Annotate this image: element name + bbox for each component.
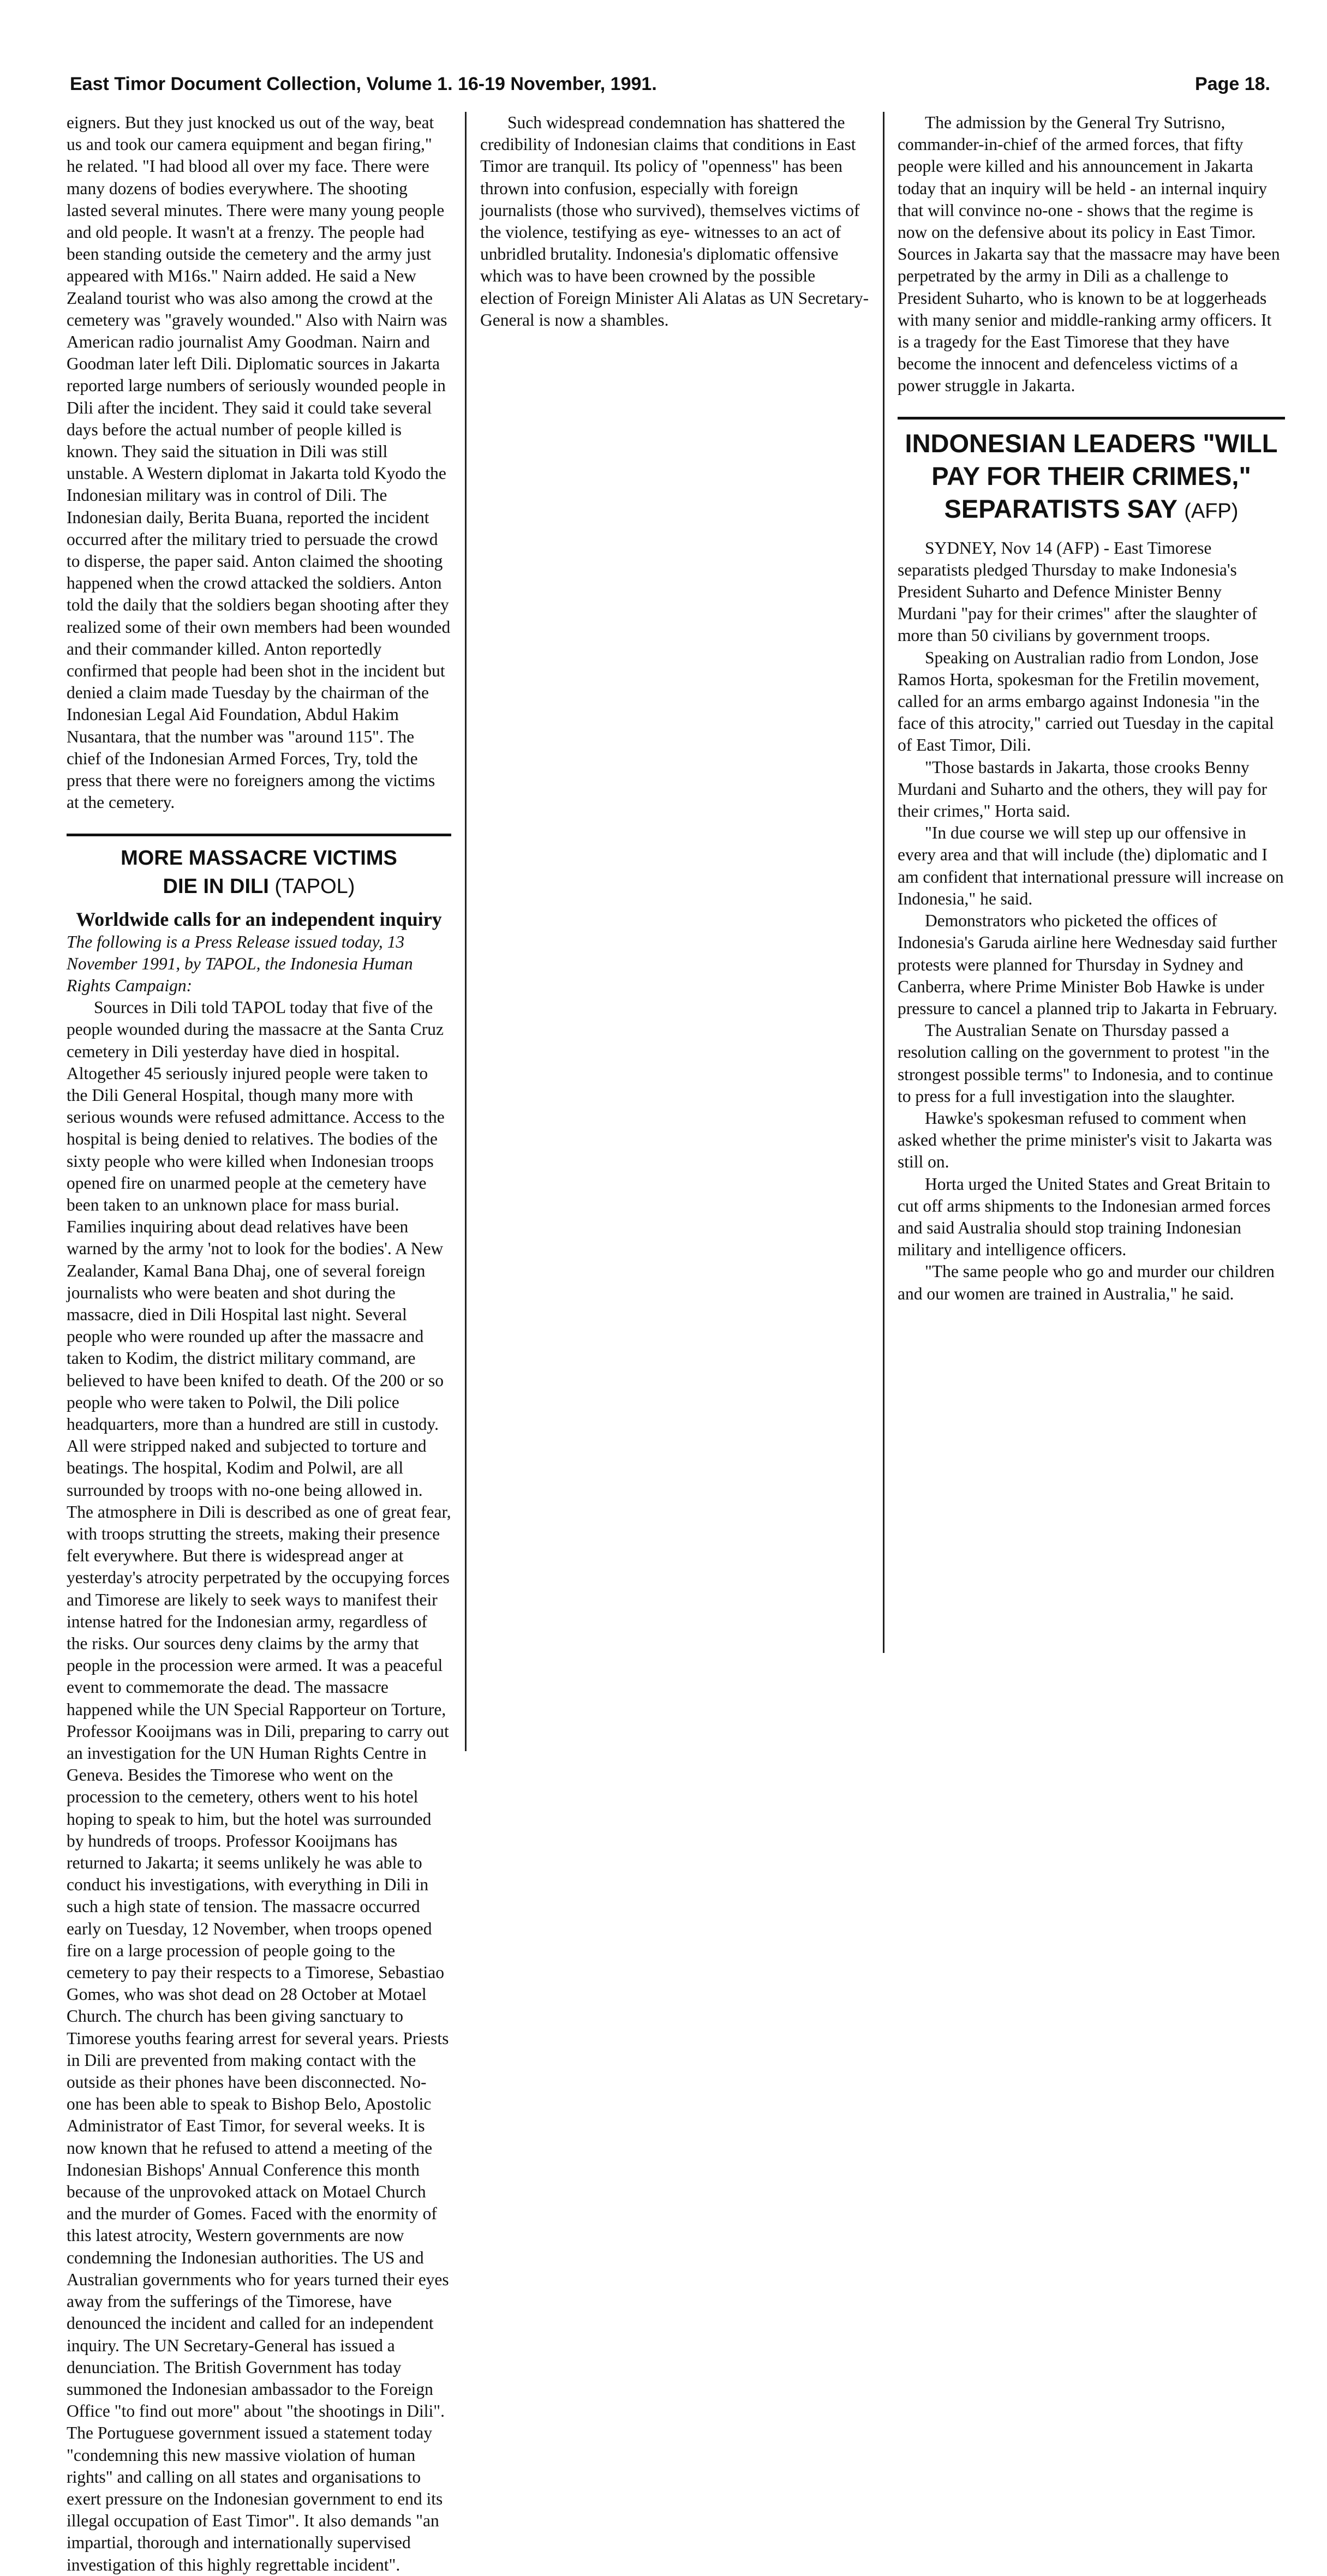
section-divider — [67, 834, 451, 836]
column-3 — [898, 112, 1285, 1305]
page-header — [70, 68, 1270, 100]
article-paragraph: Demonstrators who picketed the offices of Indonesia's Garuda airline here Wednesday said further protests were planned for Thursday in Sydney and Canberra, where Prime Minister Bob Hawke is under pressure to cancel a planned trip to Jakarta in February. — [898, 911, 1277, 1018]
article-paragraph: "Those bastards in Jakarta, those crooks Benny Murdani and Suharto and the others, they will pay for their crimes," Horta said. — [898, 757, 1268, 821]
article-paragraph: The admission by the General Try Sutrisno, commander-in-chief of the armed forces, that fifty people were killed and his announcement in Jakarta today that an inquiry will be held - an internal inquiry that will convince no-one - shows that the regime is now on the defensive about its policy in East Timor. Sources in Jakarta say that the massacre may have been perpetrated by the army in Dili as a challenge to President Suharto, who is known to be at loggerheads with many senior and middle-ranking army officers. It is a tragedy for the East Timorese that they have become the innocent and defenceless victims of a power struggle in Jakarta. — [898, 113, 1280, 396]
article-continued-text: eigners. But they just knocked us out of the way, beat us and took our camera equipment and began firing," he related. "I had blood all over my face. There were many dozens of bodies everywhere. The shooting lasted several minutes. There were many young people and old people. It wasn't at a frenzy. The people had been standing outside the cemetery and the army just appeared with M16s." Nairn added. He said a New Zealand tourist who was also among the crowd at the cemetery was "gravely wounded." Also with Nairn was American radio journalist Amy Goodman. Nairn and Goodman later left Dili. Diplomatic sources in Jakarta reported large numbers of seriously wounded people in Dili after the incident. They said it could take several days before the actual number of people killed is known. They said the situation in Dili was still unstable. A Western diplomat in Jakarta told Kyodo the Indonesian military was in control of Dili. The Indonesian daily, Berita Buana, reported the incident occurred after the military tried to persuade the crowd to disperse, the paper said. Anton claimed the shooting happened when the crowd attacked the soldiers. Anton told the daily that the soldiers began shooting after they realized some of their own members had been wounded and their commander killed. Anton reportedly confirmed that people had been shot in the incident but denied a claim made Tuesday by the chairman of the Indonesian Legal Aid Foundation, Abdul Hakim Nusantara, that the number was "around 115". The chief of the Indonesian Armed Forces, Try, told the press that there were no foreigners among the victims at the cemetery. — [67, 113, 451, 812]
headline-line: MORE MASSACRE VICTIMS — [121, 846, 397, 870]
article-headline — [898, 427, 1285, 528]
article-paragraph: Such widespread condemnation has shattered the credibility of Indonesian claims that conditions in East Timor are tranquil. Its policy of "openness" has been thrown into confusion, especially with foreign journalists (those who survived), themselves victims of the violence, testifying as eye- witnesses to an act of unbridled brutality. Indonesia's diplomatic offensive which was to have been crowned by the possible election of Foreign Minister Ali Alatas as UN Secretary-General is now a shambles. — [480, 113, 869, 330]
article-paragraph: Horta urged the United States and Great Britain to cut off arms shipments to the Indonesian armed forces and said Australia should stop training Indonesian military and intelligence officers. — [898, 1174, 1271, 1260]
article-source: (AFP) — [1184, 499, 1239, 523]
article-subheading: Worldwide calls for an independent inquiry — [76, 908, 442, 930]
article-intro: The following is a Press Release issued today, 13 November 1991, by TAPOL, the Indonesia Human Rights Campaign: — [67, 932, 413, 995]
article-paragraph: SYDNEY, Nov 14 (AFP) - East Timorese separatists pledged Thursday to make Indonesia's President Suharto and Defence Minister Benny Murdani "pay for their crimes" after the slaughter of more than 50 civilians by government troops. — [898, 538, 1257, 645]
page-number: Page 18. — [1195, 74, 1270, 94]
article-paragraph: "The same people who go and murder our children and our women are trained in Australia," he said. — [898, 1262, 1275, 1303]
article-paragraph: Speaking on Australian radio from London, Jose Ramos Horta, spokesman for the Fretilin movement, called for an arms embargo against Indonesia "in the face of this atrocity," carried out Tuesday in the capital of East Timor, Dili. — [898, 648, 1274, 755]
column-2 — [480, 112, 873, 331]
headline-line: PAY FOR THEIR CRIMES," — [931, 461, 1251, 490]
column-1 — [67, 112, 451, 2576]
headline-line: DIE IN DILI — [163, 874, 269, 898]
section-divider — [898, 417, 1285, 420]
column-divider — [465, 112, 467, 1751]
article-headline — [67, 844, 451, 901]
headline-line: INDONESIAN LEADERS "WILL — [905, 428, 1278, 458]
column-divider — [883, 112, 884, 1653]
headline-line: SEPARATISTS SAY — [944, 494, 1177, 523]
document-title: East Timor Document Collection, Volume 1. 16-19 November, 1991. — [70, 74, 657, 94]
article-paragraph: Hawke's spokesman refused to comment when asked whether the prime minister's visit to Jakarta was still on. — [898, 1108, 1272, 1172]
article-paragraph: The Australian Senate on Thursday passed a resolution calling on the government to protest "in the strongest possible terms" to Indonesia, and to continue to press for a full investigation into the slaughter. — [898, 1021, 1274, 1106]
article-paragraph: "In due course we will step up our offensive in every area and that will include (the) diplomatic and I am confident that international pressure will increase on Indonesia," he said. — [898, 823, 1284, 908]
article-source: (TAPOL) — [274, 874, 355, 898]
article-paragraph: Sources in Dili told TAPOL today that five of the people wounded during the massacre at the Santa Cruz cemetery in Dili yesterday have died in hospital. Altogether 45 seriously injured people were taken to the Dili General Hospital, though many more with serious wounds were refused admittance. Access to the hospital is being denied to relatives. The bodies of the sixty people who were killed when Indonesian troops opened fire on unarmed people at the cemetery have been taken to an unknown place for mass burial. Families inquiring about dead relatives have been warned by the army 'not to look for the bodies'. A New Zealander, Kamal Bana Dhaj, one of several foreign journalists who were beaten and shot during the massacre, died in Dili Hospital last night. Several people who were rounded up after the massacre and taken to Kodim, the district military command, are believed to have been knifed to death. Of the 200 or so people who were taken to Polwil, the Dili police headquarters, more than a hundred are still in custody. All were stripped naked and subjected to torture and beatings. The hospital, Kodim and Polwil, are all surrounded by troops with no-one being allowed in. The atmosphere in Dili is described as one of great fear, with troops strutting the streets, making their presence felt everywhere. But there is widespread anger at yesterday's atrocity perpetrated by the occupying forces and Timorese are likely to seek ways to manifest their intense hatred for the Indonesian army, regardless of the risks. Our sources deny claims by the army that people in the procession were armed. It was a peaceful event to commemorate the dead. The massacre happened while the UN Special Rapporteur on Torture, Professor Kooijmans was in Dili, preparing to carry out an investigation for the UN Human Rights Centre in Geneva. Besides the Timorese who went on the procession to the cemetery, others went to his hotel hoping to speak to him, but the hotel was surrounded by hundreds of troops. Professor Kooijmans has returned to Jakarta; it seems unlikely he was able to conduct his investigations, with everything in Dili in such a high state of tension. The massacre occurred early on Tuesday, 12 November, when troops opened fire on a large procession of people going to the cemetery to pay their respects to a Timorese, Sebastiao Gomes, who was shot dead on 28 October at Motael Church. The church has been giving sanctuary to Timorese youths fearing arrest for several years. Priests in Dili are prevented from making contact with the outside as their phones have been disconnected. No-one has been able to speak to Bishop Belo, Apostolic Administrator of East Timor, for several weeks. It is now known that he refused to attend a meeting of the Indonesian Bishops' Annual Conference this month because of the unprovoked attack on Motael Church and the murder of Gomes. Faced with the enormity of this latest atrocity, Western governments are now condemning the Indonesian authorities. The US and Australian governments who for years turned their eyes away from the sufferings of the Timorese, have denounced the incident and called for an independent inquiry. The UN Secretary-General has issued a denunciation. The British Government has today summoned the Indonesian ambassador to the Foreign Office "to find out more" about "the shootings in Dili". The Portuguese government issued a statement today "condemning this new massive violation of human rights" and calling on all states and organisations to exert pressure on the Indonesian government to end its illegal occupation of East Timor". It also demands "an impartial, thorough and internationally supervised investigation of this highly regrettable incident". — [67, 998, 451, 2574]
